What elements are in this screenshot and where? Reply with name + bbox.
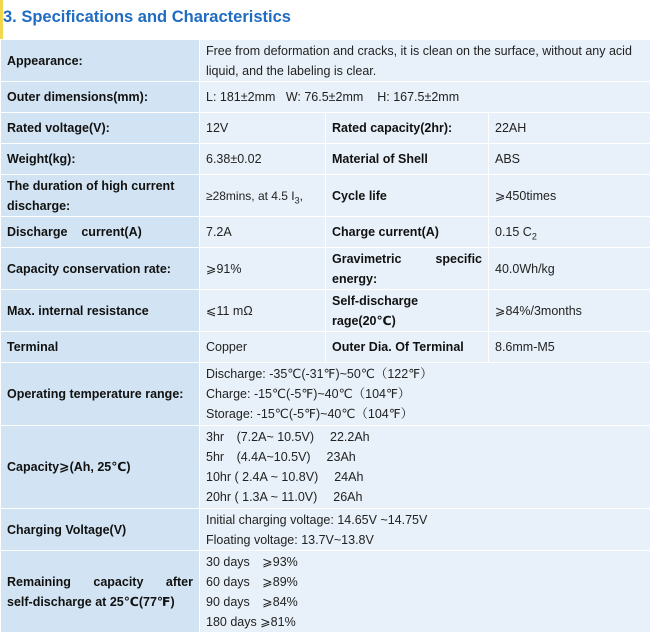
cycle-life-label: Cycle life — [326, 175, 489, 217]
appearance-label: Appearance: — [1, 40, 200, 82]
capacity-value — [200, 426, 650, 509]
capacity-conservation-label: Capacity conservation rate: — [1, 248, 200, 290]
floating-voltage: Floating voltage: 13.7V~13.8V — [206, 530, 644, 550]
high-current-label: The duration of high current discharge: — [1, 175, 200, 217]
remaining-180-days: 180 days ⩾81% — [206, 612, 644, 632]
initial-charging-voltage: Initial charging voltage: 14.65V ~14.75V — [206, 510, 644, 530]
spec-table — [0, 39, 650, 633]
row-capacity-conservation — [1, 248, 650, 290]
specific-energy-label: Gravimetric specific energy: — [326, 248, 489, 290]
weight-value: 6.38±0.02 — [200, 144, 326, 175]
appearance-value: Free from deformation and cracks, it is clean on the surface, without any acid liquid, and the labeling is clear. — [200, 40, 650, 82]
charging-voltage-value — [200, 509, 650, 551]
remaining-capacity-value — [200, 551, 650, 633]
terminal-diameter-value: 8.6mm-M5 — [489, 332, 650, 363]
weight-label: Weight(kg): — [1, 144, 200, 175]
rated-voltage-label: Rated voltage(V): — [1, 113, 200, 144]
remaining-60-days: 60 days ⩾89% — [206, 572, 644, 592]
row-remaining-capacity — [1, 551, 650, 633]
internal-resistance-label: Max. internal resistance — [1, 290, 200, 332]
row-rated-voltage — [1, 113, 650, 144]
outer-dimensions-label: Outer dimensions(mm): — [1, 82, 200, 113]
storage-temperature: Storage: -15℃(-5℉)~40℃（104℉） — [206, 404, 644, 424]
cycle-life-value: ⩾450times — [489, 175, 650, 217]
row-internal-resistance — [1, 290, 650, 332]
capacity-3hr: 3hr (7.2A~ 10.5V) 22.2Ah — [206, 427, 644, 447]
self-discharge-label: Self-discharge rage(20℃) — [326, 290, 489, 332]
rated-capacity-label: Rated capacity(2hr): — [326, 113, 489, 144]
specific-energy-value: 40.0Wh/kg — [489, 248, 650, 290]
charging-voltage-label: Charging Voltage(V) — [1, 509, 200, 551]
row-discharge-current — [1, 217, 650, 248]
operating-temperature-label: Operating temperature range: — [1, 363, 200, 426]
row-weight — [1, 144, 650, 175]
capacity-label: Capacity⩾(Ah, 25℃) — [1, 426, 200, 509]
charge-current-label: Charge current(A) — [326, 217, 489, 248]
remaining-capacity-label: Remaining capacity after self-discharge at 25℃(77℉) — [1, 551, 200, 633]
shell-material-label: Material of Shell — [326, 144, 489, 175]
row-operating-temperature — [1, 363, 650, 426]
operating-temperature-value — [200, 363, 650, 426]
internal-resistance-value: ⩽11 mΩ — [200, 290, 326, 332]
capacity-10hr: 10hr ( 2.4A ~ 10.8V) 24Ah — [206, 467, 644, 487]
row-terminal — [1, 332, 650, 363]
terminal-diameter-label: Outer Dia. Of Terminal — [326, 332, 489, 363]
row-capacity — [1, 426, 650, 509]
self-discharge-value: ⩾84%/3months — [489, 290, 650, 332]
capacity-20hr: 20hr ( 1.3A ~ 11.0V) 26Ah — [206, 487, 644, 507]
discharge-current-value: 7.2A — [200, 217, 326, 248]
terminal-value: Copper — [200, 332, 326, 363]
rated-capacity-value: 22AH — [489, 113, 650, 144]
terminal-label: Terminal — [1, 332, 200, 363]
capacity-5hr: 5hr (4.4A~10.5V) 23Ah — [206, 447, 644, 467]
rated-voltage-value: 12V — [200, 113, 326, 144]
charge-current-value: 0.15 $C_2$ — [489, 217, 650, 248]
dimension-height: H: 167.5±2mm — [377, 90, 459, 104]
capacity-conservation-value: ⩾91% — [200, 248, 326, 290]
discharge-current-label: Discharge current(A) — [1, 217, 200, 248]
remaining-30-days: 30 days ⩾93% — [206, 552, 644, 572]
dimension-width: W: 76.5±2mm — [286, 90, 363, 104]
row-appearance — [1, 40, 650, 82]
row-high-current — [1, 175, 650, 217]
outer-dimensions-value — [200, 82, 650, 113]
discharge-temperature: Discharge: -35℃(-31℉)~50℃（122℉） — [206, 364, 644, 384]
row-charging-voltage — [1, 509, 650, 551]
remaining-90-days: 90 days ⩾84% — [206, 592, 644, 612]
row-outer-dimensions — [1, 82, 650, 113]
high-current-value: ≥28mins, at 4.5 $I_3$, — [200, 175, 326, 217]
section-title: 3. Specifications and Characteristics — [3, 8, 291, 27]
charge-temperature: Charge: -15℃(-5℉)~40℃（104℉） — [206, 384, 644, 404]
shell-material-value: ABS — [489, 144, 650, 175]
dimension-length: L: 181±2mm — [206, 90, 275, 104]
